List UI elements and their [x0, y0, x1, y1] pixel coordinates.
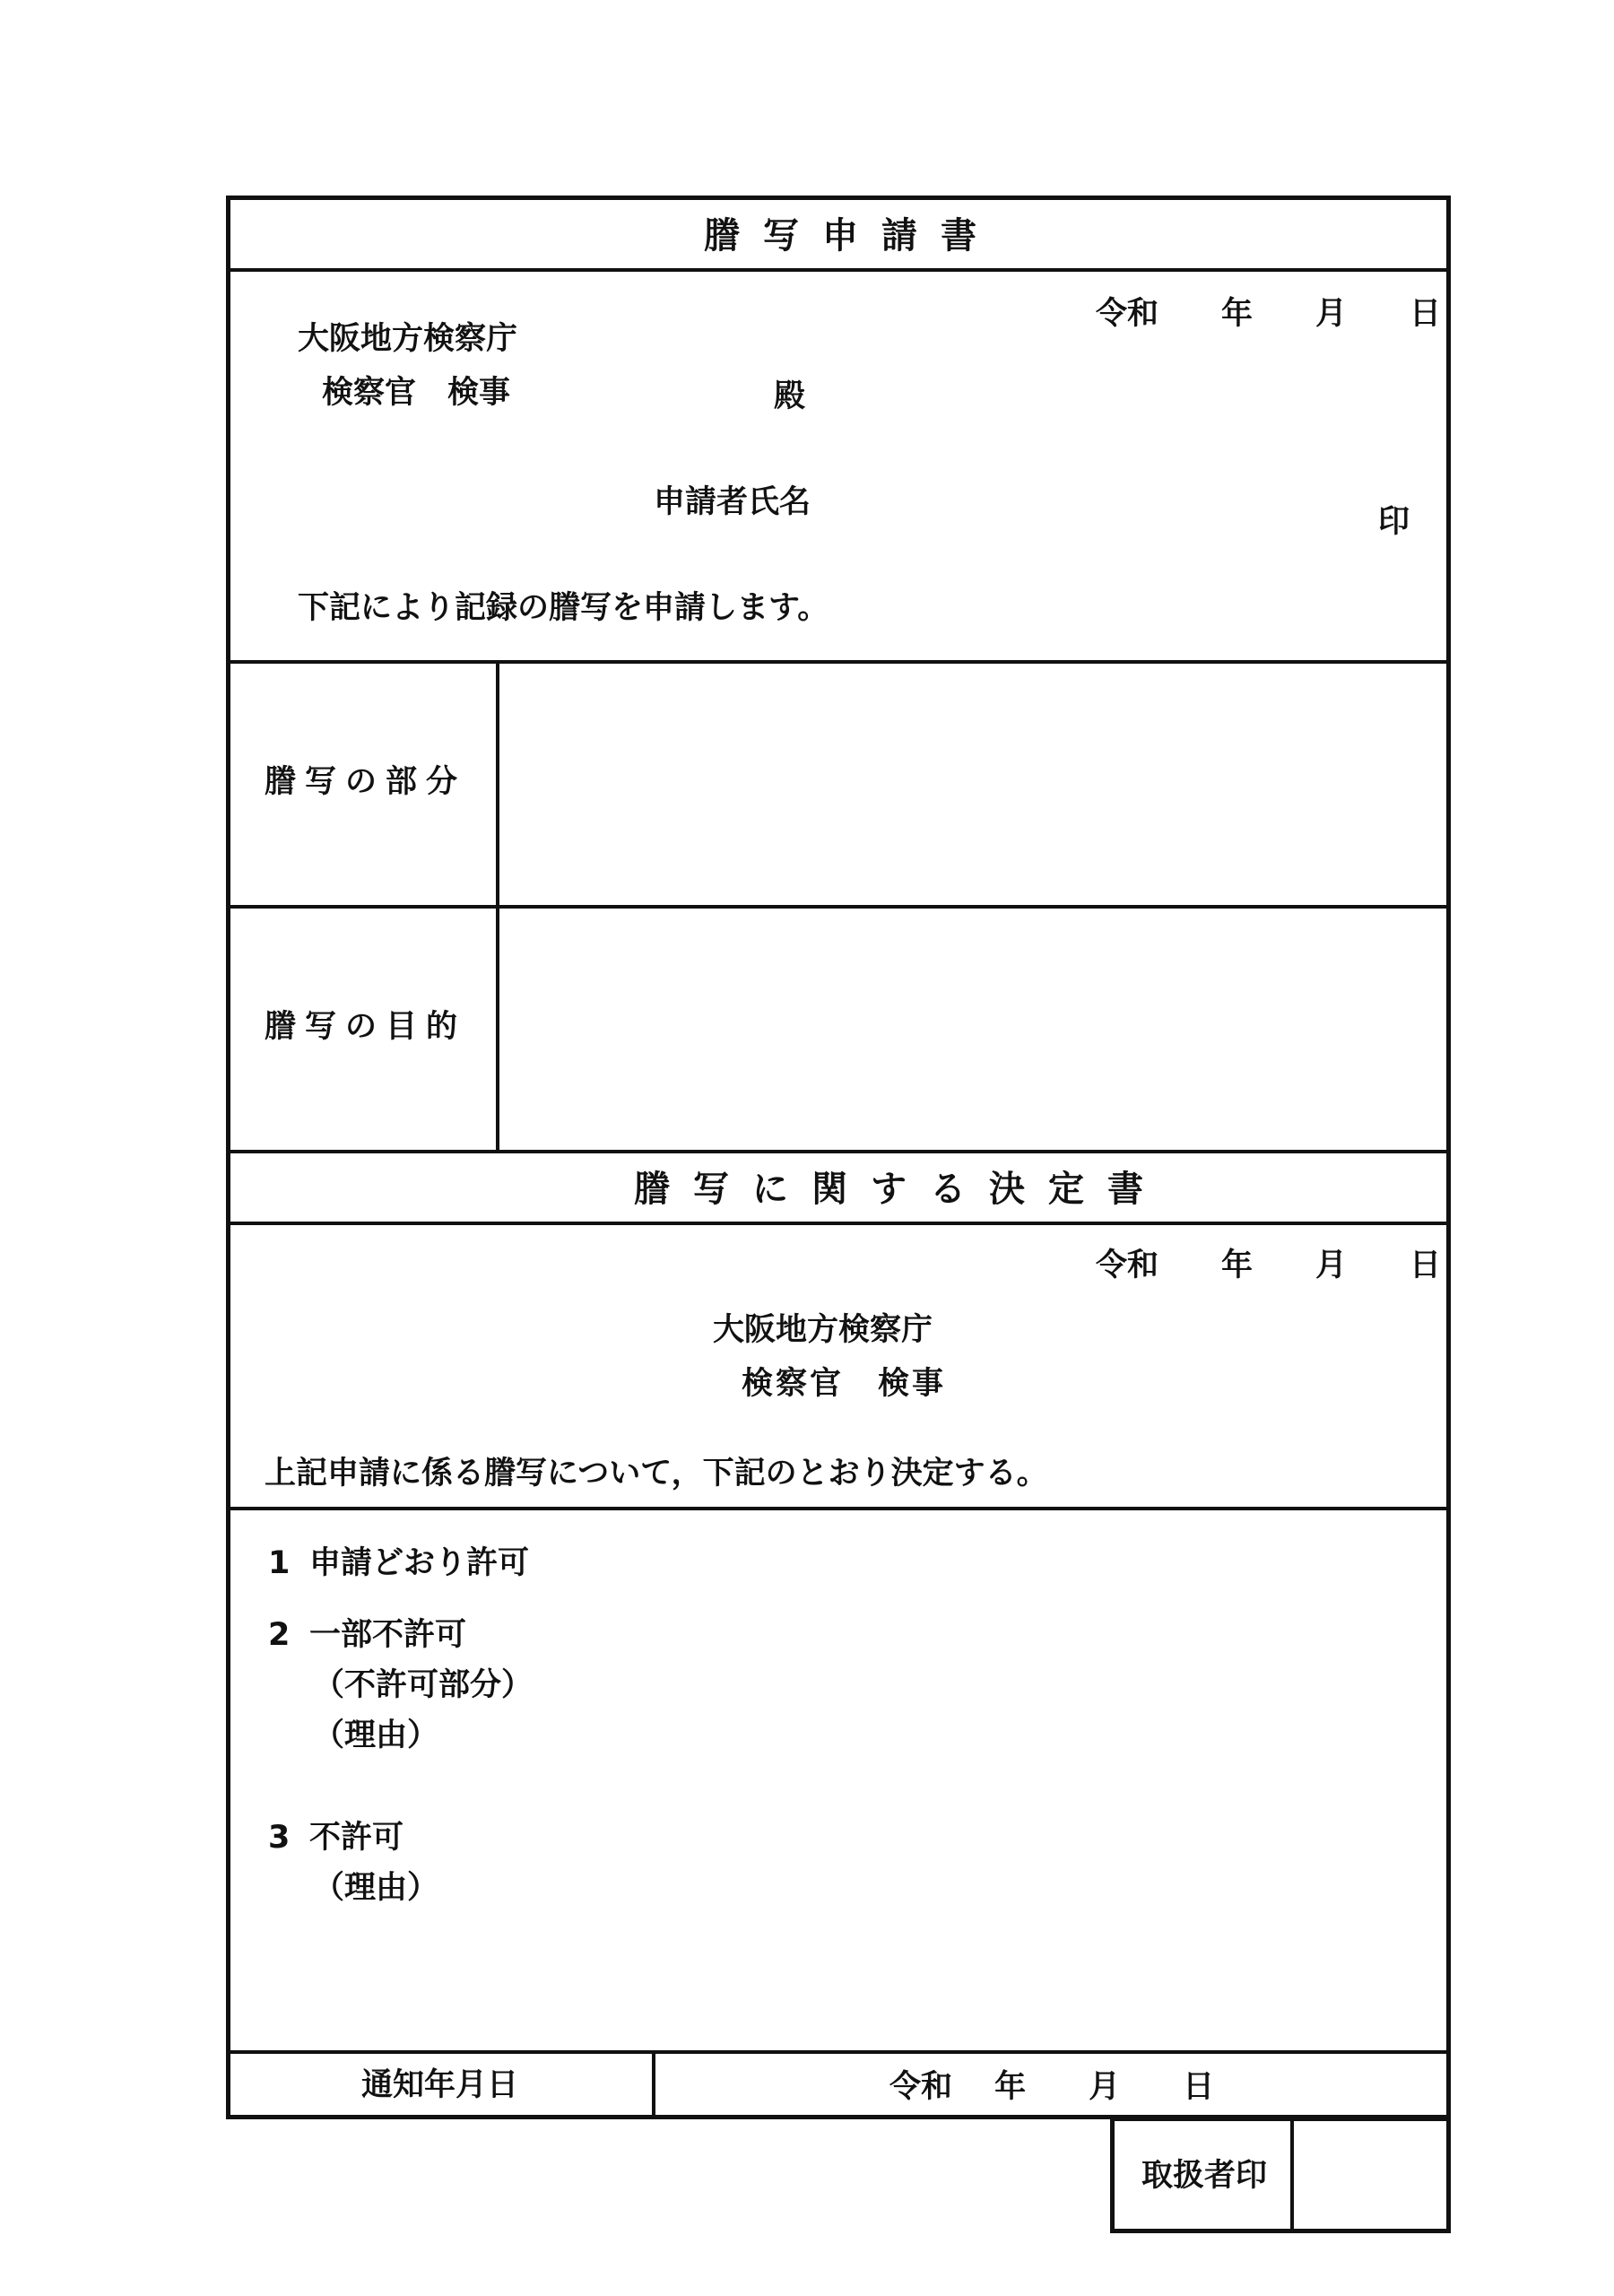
application-recipient: 検察官 検事	[322, 375, 511, 411]
copy-purpose-divider	[496, 909, 499, 1150]
decision-title: 謄写に関する決定書	[634, 1169, 1167, 1210]
applicant-name-label: 申請者氏名	[654, 484, 811, 520]
option-2-sub-reason: （理由）	[313, 1718, 439, 1753]
application-body	[230, 272, 1446, 664]
form-frame	[226, 196, 1451, 2119]
decision-date: 令和 年 月 日	[1095, 1248, 1441, 1283]
application-title-row	[230, 200, 1446, 272]
decision-issuer: 検察官 検事	[742, 1366, 947, 1402]
applicant-seal-mark: 印	[1378, 504, 1410, 540]
decision-options	[230, 1510, 1446, 2054]
option-3-sub-reason: （理由）	[313, 1870, 439, 1906]
notice-row	[230, 2054, 1446, 2117]
decision-statement: 上記申請に係る謄写について，下記のとおり決定する。	[265, 1456, 1048, 1492]
option-1-number: 1	[268, 1545, 291, 1581]
notice-divider	[652, 2054, 655, 2117]
copy-portion-row	[230, 664, 1446, 909]
notice-date: 令和 年 月 日	[889, 2069, 1215, 2105]
copy-portion-divider	[496, 664, 499, 905]
application-statement: 下記により記録の謄写を申請します。	[298, 590, 829, 626]
handler-stamp-label: 取扱者印	[1141, 2158, 1268, 2194]
notice-label: 通知年月日	[361, 2067, 519, 2103]
option-3-label: 不許可	[309, 1820, 404, 1856]
option-2-sub-disallowed-part: （不許可部分）	[313, 1667, 534, 1703]
option-1-label: 申請どおり許可	[309, 1545, 530, 1581]
handler-stamp-divider	[1290, 2121, 1294, 2229]
recipient-honorific: 殿	[774, 378, 806, 414]
handler-stamp-box	[1110, 2117, 1451, 2233]
copy-portion-label: 謄写の部分	[265, 764, 467, 800]
copy-purpose-label: 謄写の目的	[265, 1009, 467, 1045]
option-3-number: 3	[268, 1820, 291, 1856]
application-office: 大阪地方検察庁	[298, 321, 518, 357]
application-date: 令和 年 月 日	[1095, 296, 1441, 332]
decision-title-row	[230, 1153, 1446, 1225]
copy-purpose-row	[230, 909, 1446, 1153]
decision-body	[230, 1225, 1446, 1510]
decision-office: 大阪地方検察庁	[713, 1312, 933, 1348]
option-2-label: 一部不許可	[309, 1617, 467, 1653]
application-title: 謄写申請書	[704, 215, 1000, 257]
option-2-number: 2	[268, 1617, 291, 1653]
